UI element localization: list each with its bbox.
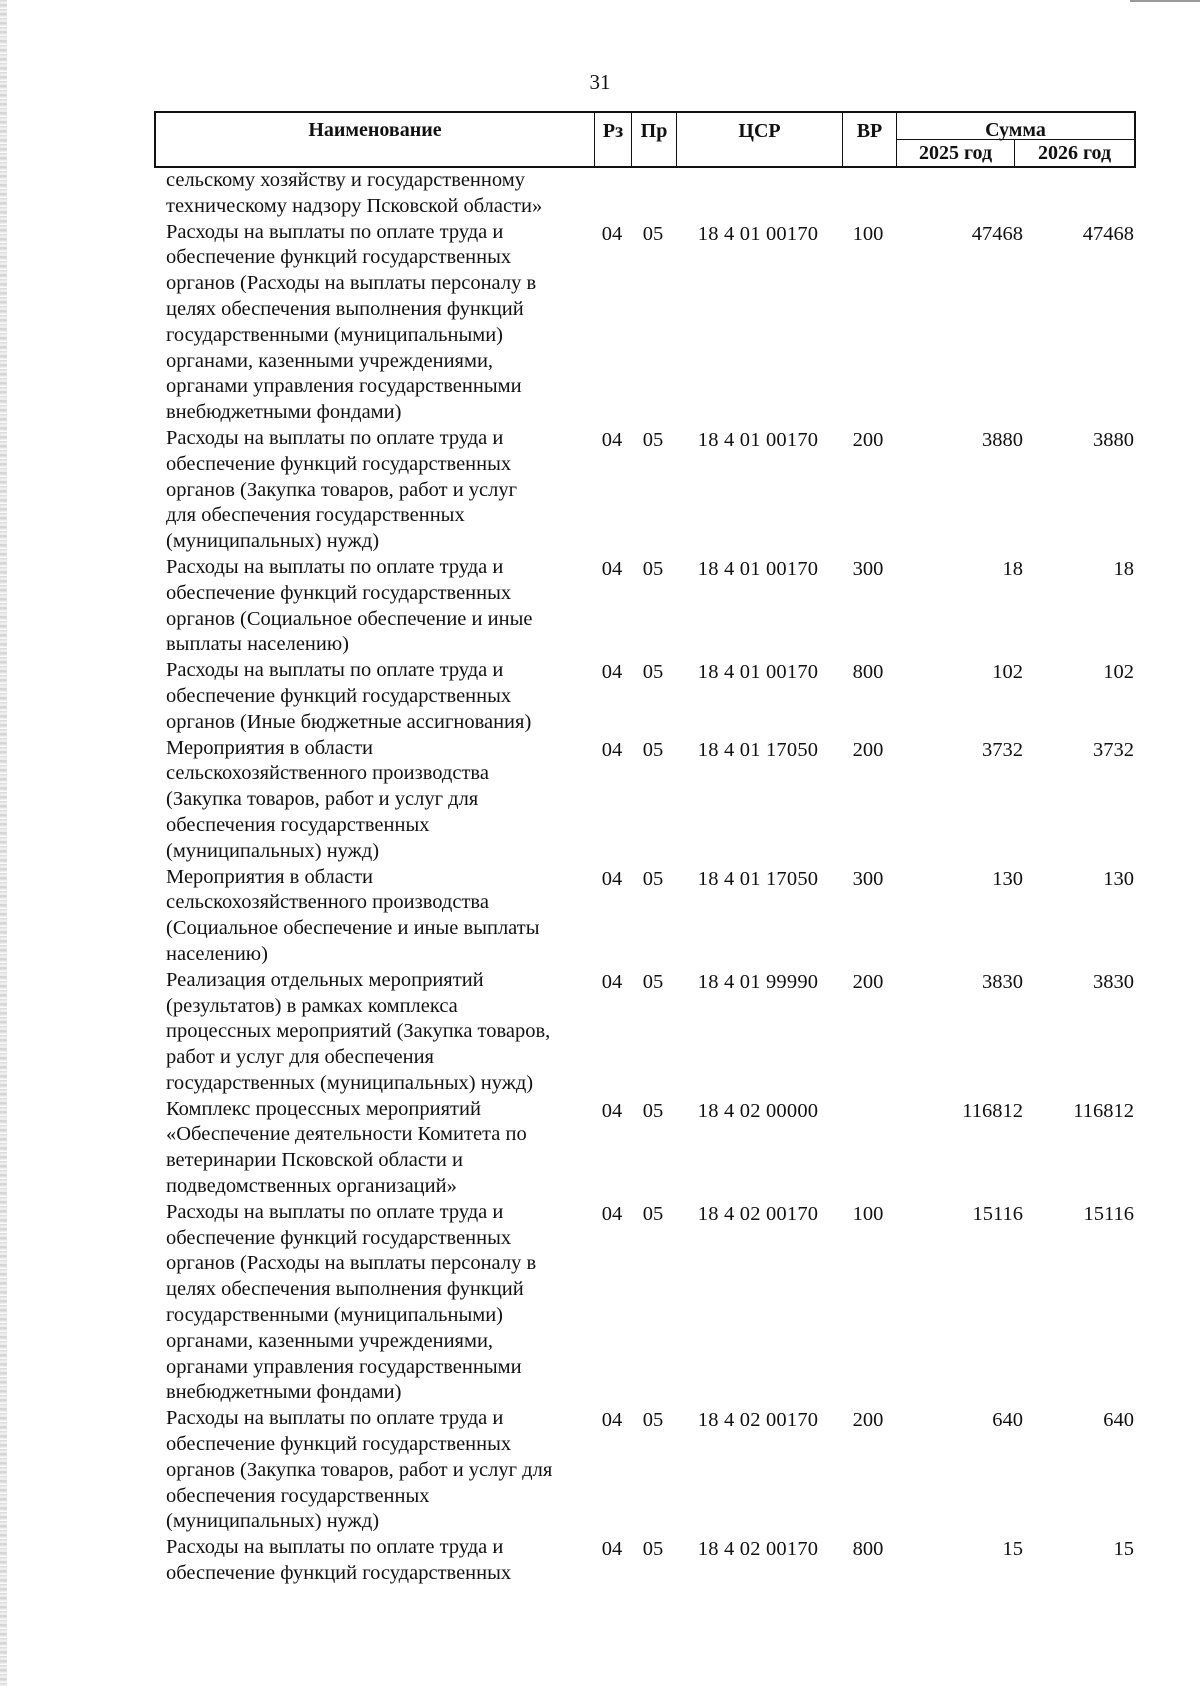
row-name-line: выплаты населению) [166,633,350,656]
row-csr: 18 4 02 00170 [697,1538,819,1561]
row-amount-2026: 640 [1103,1409,1134,1432]
row-name-line: органов (Расходы на выплаты персоналу в [166,272,537,295]
row-name-line: Расходы на выплаты по оплате труда и [166,659,504,682]
row-name-line: (Социальное обеспечение и иные выплаты [166,917,540,940]
header-name: Наименование [156,113,595,166]
row-name-line: (Закупка товаров, работ и услуг для [166,788,479,811]
row-rz: 04 [601,738,623,761]
row-rz: 04 [601,222,623,245]
table-row [154,168,1136,220]
scan-mark [1130,0,1200,2]
row-vr: 100 [852,222,884,245]
table-header [154,111,1136,168]
row-amount-2025: 18 [1002,557,1023,580]
row-amount-2025: 130 [992,867,1023,890]
header-vr: ВР [843,113,897,166]
row-name-line: внебюджетными фондами) [166,401,402,424]
table-row [154,968,1136,1097]
row-amount-2025: 640 [992,1409,1023,1432]
row-name-line: (результатов) в рамках комплекса [166,994,458,1017]
row-amount-2026: 47468 [1082,222,1134,245]
row-name-line: обеспечение функций государственных [166,1226,512,1249]
table-row [154,426,1136,555]
row-pr: 05 [642,970,664,993]
row-name [154,1535,593,1587]
row-name [154,555,593,658]
row-pr: 05 [642,1409,664,1432]
row-pr: 05 [642,557,664,580]
row-name-line: «Обеспечение деятельности Комитета по [166,1123,527,1146]
row-name-line: Мероприятия в области [166,865,373,888]
row-name-line: органов (Иные бюджетные ассигнования) [166,710,532,733]
row-name-line: сельскохозяйственного производства [166,891,489,914]
row-pr: 05 [642,661,664,684]
row-vr [841,1097,895,1099]
row-name-line: государственных (муниципальных) нужд) [166,1071,534,1094]
row-name [154,865,593,968]
row-name-line: ветеринарии Псковской области и [166,1149,463,1172]
row-name-line: сельскохозяйственного производства [166,762,489,785]
row-name-line: обеспечение функций государственных [166,1562,512,1585]
row-rz: 04 [601,1538,623,1561]
row-name [154,968,593,1097]
row-name-line: государственными (муниципальными) [166,323,503,346]
header-year-2026: 2026 год [1037,142,1112,164]
row-name [154,736,593,865]
header-pr: Пр [632,113,677,166]
row-pr: 05 [642,1538,664,1561]
budget-table [154,111,1136,1587]
row-amount-2026: 15116 [1083,1202,1134,1225]
row-name-line: для обеспечения государственных [166,504,465,527]
row-amount-2026: 3732 [1093,738,1134,761]
table-row [154,1200,1136,1406]
row-name-line: органов (Расходы на выплаты персоналу в [166,1252,537,1275]
row-pr: 05 [642,1099,664,1122]
table-row [154,1406,1136,1535]
row-name-line: обеспечения государственных [166,813,430,836]
row-csr [675,168,841,170]
row-name-line: (муниципальных) нужд) [166,839,380,862]
row-name-line: органов (Закупка товаров, работ и услуг [166,478,518,501]
row-vr [841,168,895,170]
row-amount-2025: 102 [992,661,1023,684]
row-name-line: Расходы на выплаты по оплате труда и [166,1200,504,1223]
row-amount-2025: 15 [1002,1538,1023,1561]
row-name-line: Мероприятия в области [166,736,373,759]
row-vr: 200 [852,738,884,761]
header-rz: Рз [595,113,632,166]
row-csr: 18 4 02 00000 [697,1099,819,1122]
row-vr: 200 [852,1409,884,1432]
table-row [154,555,1136,658]
row-vr: 100 [852,1202,884,1225]
row-rz: 04 [601,1409,623,1432]
row-vr: 800 [852,1538,884,1561]
row-name-line: населению) [166,942,268,965]
header-csr: ЦСР [677,113,843,166]
row-rz: 04 [601,970,623,993]
row-name-line: Расходы на выплаты по оплате труда и [166,555,504,578]
table-row [154,658,1136,735]
row-name-line: обеспечение функций государственных [166,1433,512,1456]
row-amount-2026: 130 [1103,867,1134,890]
row-pr: 05 [642,867,664,890]
row-name-line: обеспечение функций государственных [166,452,512,475]
row-amount-2025: 3830 [982,970,1023,993]
row-name-line: обеспечение функций государственных [166,581,512,604]
row-name [154,220,593,426]
row-name-line: органами, казенными учреждениями, [166,349,494,372]
table-row [154,1535,1136,1587]
row-name-line: органов (Закупка товаров, работ и услуг для [166,1458,553,1481]
row-name-line: (муниципальных) нужд) [166,1510,380,1533]
row-name-line: государственными (муниципальными) [166,1304,503,1327]
row-vr: 300 [852,557,884,580]
row-name-line: органами, казенными учреждениями, [166,1329,494,1352]
row-amount-2025: 116812 [962,1099,1023,1122]
row-rz: 04 [601,1099,623,1122]
row-csr: 18 4 01 00170 [697,428,819,451]
row-rz: 04 [601,557,623,580]
row-pr: 05 [642,738,664,761]
row-pr: 05 [642,1202,664,1225]
row-rz: 04 [601,661,623,684]
row-name [154,1200,593,1406]
row-csr: 18 4 01 17050 [697,867,819,890]
row-rz: 04 [601,428,623,451]
row-name-line: органами управления государственными [166,1355,522,1378]
row-amount-2026 [1023,168,1134,170]
row-name-line: целях обеспечения выполнения функций [166,1278,524,1301]
row-name-line: органов (Социальное обеспечение и иные [166,607,533,630]
row-rz: 04 [601,867,623,890]
row-name-line: целях обеспечения выполнения функций [166,297,524,320]
row-name-line: техническому надзору Псковской области» [166,194,543,217]
row-name [154,426,593,555]
table-row [154,1097,1136,1200]
row-pr: 05 [642,428,664,451]
row-name-line: процессных мероприятий (Закупка товаров, [166,1020,551,1043]
row-name-line: Расходы на выплаты по оплате труда и [166,426,504,449]
row-name-line: Комплекс процессных мероприятий [166,1097,481,1120]
row-name-line: подведомственных организаций» [166,1175,457,1198]
row-csr: 18 4 01 00170 [697,661,819,684]
row-name [154,1406,593,1535]
row-name-line: сельскому хозяйству и государственному [166,169,525,191]
row-vr: 800 [852,661,884,684]
row-name-line: обеспечения государственных [166,1484,430,1507]
scan-edge [0,0,7,1686]
row-amount-2026: 15 [1113,1538,1134,1561]
row-csr: 18 4 02 00170 [697,1409,819,1432]
row-amount-2025 [895,168,1023,170]
row-amount-2026: 102 [1103,661,1134,684]
row-name-line: Расходы на выплаты по оплате труда и [166,220,504,243]
row-csr: 18 4 01 00170 [697,222,819,245]
row-amount-2025: 15116 [972,1202,1023,1225]
row-pr [631,168,675,170]
row-rz: 04 [601,1202,623,1225]
row-name-line: обеспечение функций государственных [166,246,512,269]
row-name-line: Расходы на выплаты по оплате труда и [166,1407,504,1430]
row-amount-2025: 47468 [971,222,1023,245]
row-csr: 18 4 01 99990 [697,970,819,993]
table-row [154,865,1136,968]
row-vr: 300 [852,867,884,890]
table-row [154,220,1136,426]
row-vr: 200 [852,970,884,993]
header-year-2025: 2025 год [897,140,1015,166]
row-name-line: органами управления государственными [166,375,522,398]
table-row [154,736,1136,865]
row-name-line: внебюджетными фондами) [166,1381,402,1404]
row-name-line: Расходы на выплаты по оплате труда и [166,1536,504,1559]
row-amount-2025: 3732 [982,738,1023,761]
row-csr: 18 4 01 00170 [697,557,819,580]
row-vr: 200 [852,428,884,451]
row-amount-2025: 3880 [982,428,1023,451]
row-name-line: обеспечение функций государственных [166,684,512,707]
row-csr: 18 4 01 17050 [697,738,819,761]
row-name-line: (муниципальных) нужд) [166,530,380,553]
page-number: 31 [589,70,611,94]
row-amount-2026: 18 [1113,557,1134,580]
row-name [154,168,593,220]
row-amount-2026: 3830 [1093,970,1134,993]
row-name [154,658,593,735]
table-body [154,168,1136,1587]
row-name-line: работ и услуг для обеспечения [166,1046,434,1069]
row-name-line: Реализация отдельных мероприятий [166,968,484,991]
row-name [154,1097,593,1200]
row-rz [593,168,631,170]
header-sum: Сумма [897,113,1134,140]
row-csr: 18 4 02 00170 [697,1202,819,1225]
row-pr: 05 [642,222,664,245]
row-amount-2026: 3880 [1093,428,1134,451]
row-amount-2026: 116812 [1073,1099,1134,1122]
